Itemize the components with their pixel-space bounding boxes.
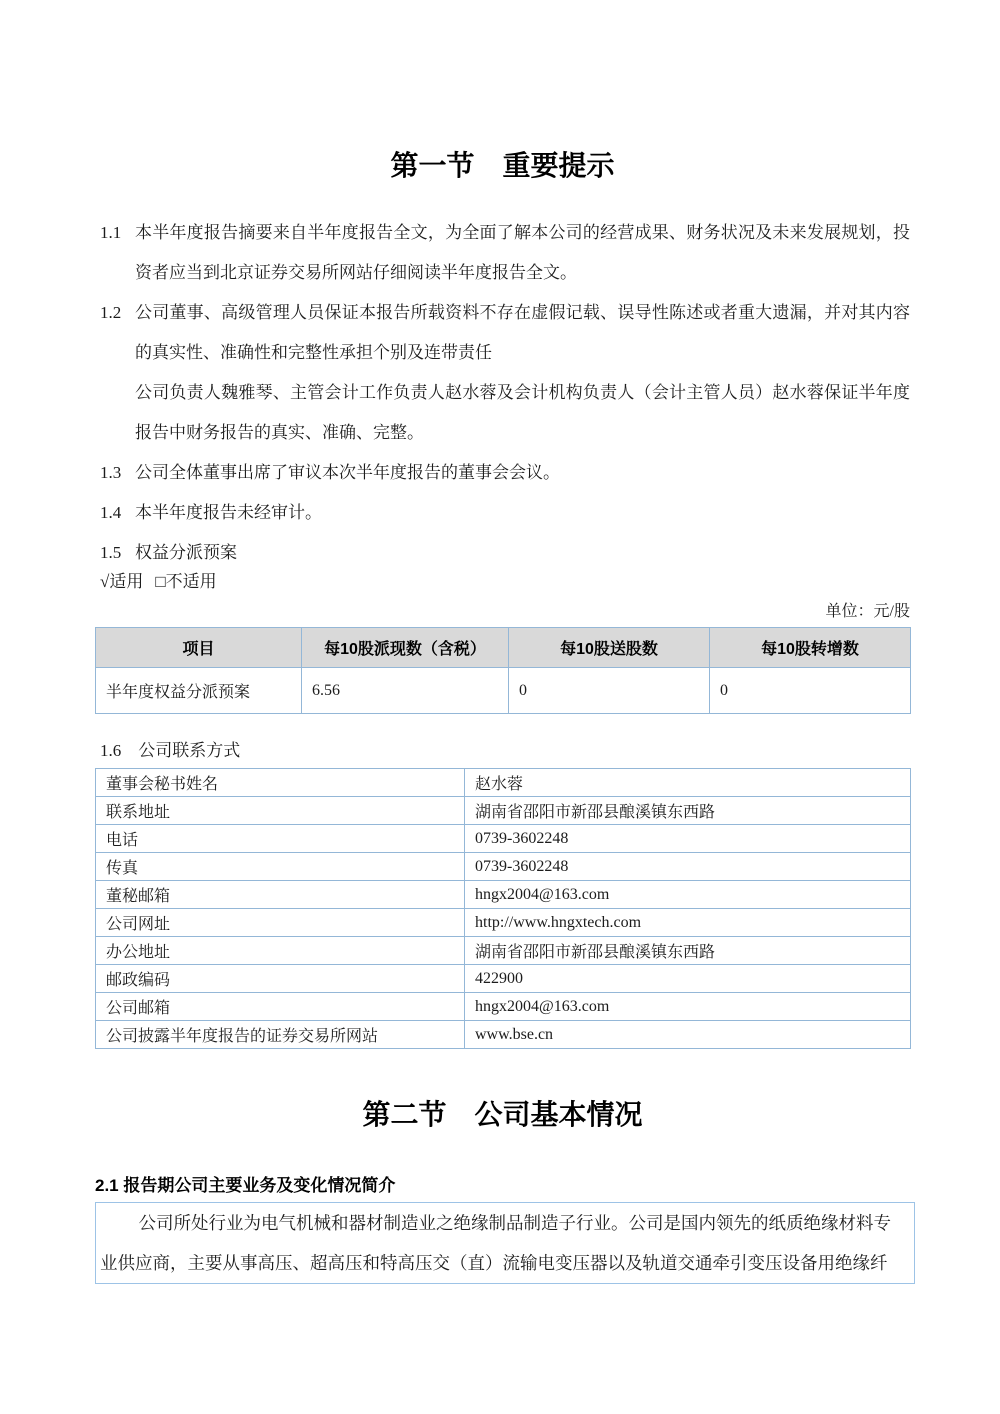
dividend-header-cell: 项目	[96, 628, 302, 668]
table-row	[96, 769, 911, 797]
check-icon: √	[100, 572, 110, 592]
item-number: 1.4	[100, 503, 122, 523]
page-content	[95, 0, 910, 1284]
intro-line: 公司所处行业为电气机械和器材制造业之绝缘制品制造子行业。公司是国内领先的纸质绝缘材料专	[138, 1212, 891, 1233]
note-item-1-3	[95, 453, 910, 493]
contact-label-cell: 传真	[96, 853, 465, 881]
contact-label-cell: 公司披露半年度报告的证券交易所网站	[96, 1021, 465, 1049]
table-row	[96, 881, 911, 909]
dividend-header-cell: 每10股转增数	[710, 628, 911, 668]
contact-value-cell: http://www.hngxtech.com	[465, 909, 911, 937]
dividend-header-row	[96, 628, 911, 668]
contact-label-cell: 董事会秘书姓名	[96, 769, 465, 797]
intro-line: 业供应商，主要从事高压、超高压和特高压交（直）流输电变压器以及轨道交通牵引变压设备用绝缘纤	[100, 1252, 888, 1273]
important-notes-list	[95, 213, 910, 573]
table-row	[96, 1021, 911, 1049]
dividend-cell: 0	[509, 668, 710, 714]
unit-label: 单位：元/股	[825, 603, 910, 621]
item-number: 1.3	[100, 463, 122, 483]
section2-title: 第二节 公司基本情况	[362, 1099, 643, 1131]
table-row	[96, 853, 911, 881]
dividend-cell: 0	[710, 668, 911, 714]
contact-label-cell: 公司邮箱	[96, 993, 465, 1021]
contact-value-cell: 0739-3602248	[465, 853, 911, 881]
contact-value-cell: 赵水蓉	[465, 769, 911, 797]
table-row	[96, 965, 911, 993]
item-text: 权益分派预案	[135, 543, 237, 563]
item-text: 公司负责人魏雅琴、主管会计工作负责人赵水蓉及会计机构负责人（会计主管人员）赵水蓉保证半年度报告中财务报告的真实、准确、完整。	[135, 383, 910, 443]
dividend-header-cell: 每10股派现数（含税）	[302, 628, 509, 668]
item-text: 本半年度报告摘要来自半年度报告全文，为全面了解本公司的经营成果、财务状况及未来发展规划，投资者应当到北京证券交易所网站仔细阅读半年度报告全文。	[135, 223, 910, 283]
business-intro-box	[95, 1202, 915, 1284]
dividend-table	[95, 627, 911, 714]
section1-title: 第一节 重要提示	[390, 150, 615, 181]
contact-table	[95, 768, 911, 1049]
contact-value-cell: hngx2004@163.com	[465, 881, 911, 909]
applicable-label: 适用	[109, 572, 144, 592]
note-item-1-4	[95, 493, 910, 533]
checkbox-empty-icon: □	[155, 572, 166, 592]
table-row	[96, 797, 911, 825]
contact-label-cell: 邮政编码	[96, 965, 465, 993]
contact-label-cell: 电话	[96, 825, 465, 853]
table-row	[96, 937, 911, 965]
contact-value-cell: 0739-3602248	[465, 825, 911, 853]
not-applicable-label: 不适用	[165, 572, 217, 592]
item-text: 公司全体董事出席了审议本次半年度报告的董事会会议。	[135, 463, 560, 483]
dividend-cell: 6.56	[302, 668, 509, 714]
item-number: 1.2	[100, 303, 122, 323]
item-text: 本半年度报告未经审计。	[135, 503, 322, 523]
table-row	[96, 909, 911, 937]
contact-label-cell: 公司网址	[96, 909, 465, 937]
note-item-1-2	[95, 293, 910, 453]
contact-value-cell: 422900	[465, 965, 911, 993]
contact-label-cell: 董秘邮箱	[96, 881, 465, 909]
contact-value-cell: hngx2004@163.com	[465, 993, 911, 1021]
contact-value-cell: 湖南省邵阳市新邵县酿溪镇东西路	[465, 937, 911, 965]
contact-value-cell: www.bse.cn	[465, 1021, 911, 1049]
item-text: 公司董事、高级管理人员保证本报告所载资料不存在虚假记载、误导性陈述或者重大遗漏，并对其内容的真实性、准确性和完整性承担个别及连带责任	[135, 303, 910, 363]
table-row	[96, 993, 911, 1021]
item-number: 1.5	[100, 543, 122, 563]
dividend-header-cell: 每10股送股数	[509, 628, 710, 668]
note-item-1-5	[95, 533, 910, 573]
table-row	[96, 825, 911, 853]
item-number: 1.1	[100, 223, 122, 243]
dividend-data-row	[96, 668, 911, 714]
contact-label-cell: 联系地址	[96, 797, 465, 825]
note-item-1-1	[95, 213, 910, 293]
dividend-cell: 半年度权益分派预案	[96, 668, 302, 714]
business-intro-heading: 2.1 报告期公司主要业务及变化情况简介	[95, 1175, 396, 1195]
contact-value-cell: 湖南省邵阳市新邵县酿溪镇东西路	[465, 797, 911, 825]
contact-label-cell: 办公地址	[96, 937, 465, 965]
contact-heading: 1.6 公司联系方式	[100, 741, 241, 761]
